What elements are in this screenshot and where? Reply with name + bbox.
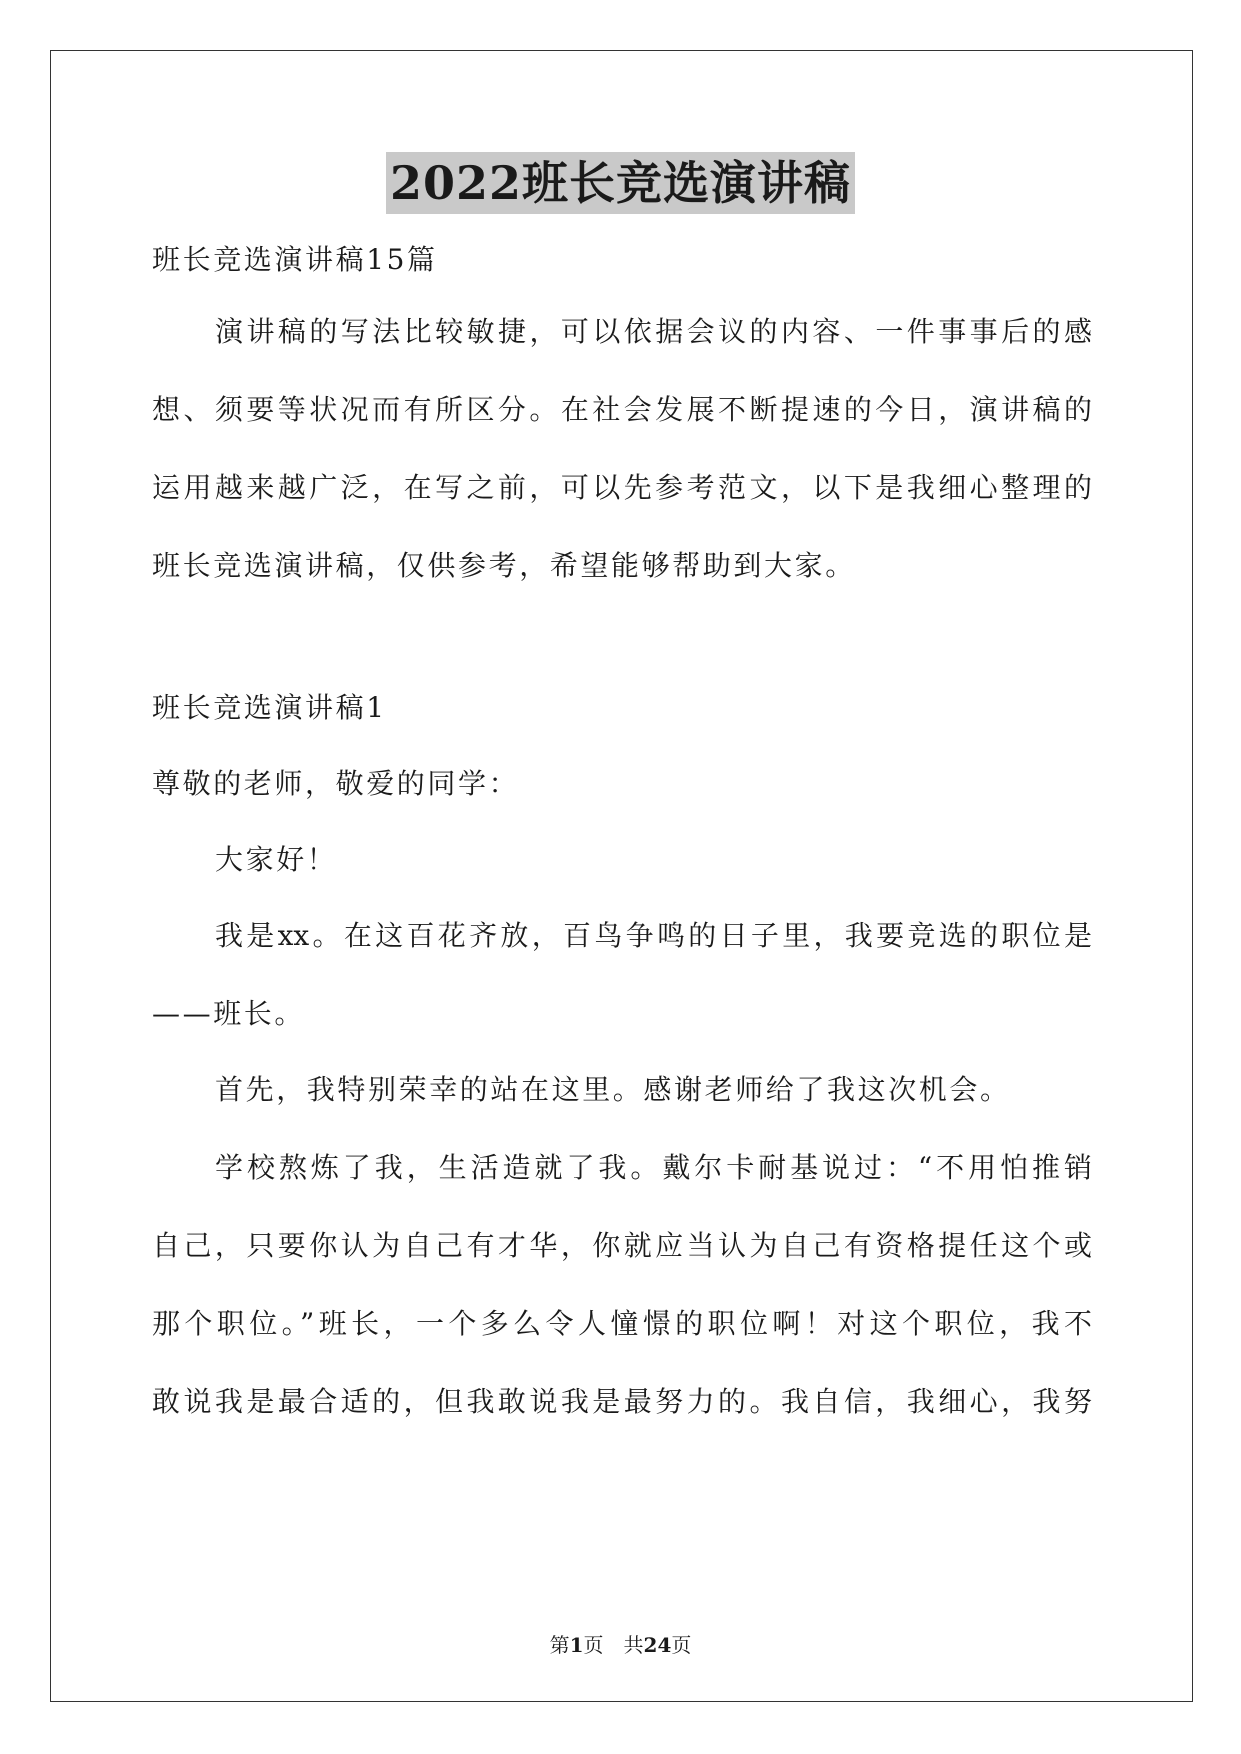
footer-page-total: 24 — [643, 1633, 672, 1657]
paragraph-line: 首先，我特别荣幸的站在这里。感谢老师给了我这次机会。 — [215, 1073, 1011, 1106]
greeting-line: 大家好！ — [215, 843, 338, 876]
salutation-line: 尊敬的老师，敬爱的同学： — [152, 767, 520, 800]
footer-total-prefix: 共 — [623, 1633, 644, 1657]
footer-page-mid: 页 — [583, 1633, 604, 1657]
paragraph-line: 班长竞选演讲稿，仅供参考，希望能够帮助到大家。 — [152, 549, 856, 582]
subtitle-line: 班长竞选演讲稿15篇 — [152, 243, 438, 276]
paragraph-line: 那个职位。”班长，一个多么令人憧憬的职位啊！对这个职位，我不 — [152, 1307, 1092, 1340]
footer-page-current: 1 — [569, 1633, 584, 1657]
footer-page-prefix: 第 — [549, 1633, 570, 1657]
paragraph-line: 运用越来越广泛，在写之前，可以先参考范文，以下是我细心整理的 — [152, 471, 1092, 504]
paragraph-line: ——班长。 — [152, 997, 306, 1030]
page-footer — [0, 1632, 1241, 1658]
paragraph-line: 演讲稿的写法比较敏捷，可以依据会议的内容、一件事事后的感 — [215, 315, 1092, 348]
title-container — [0, 152, 1241, 214]
document-title: 2022班长竞选演讲稿 — [386, 152, 855, 214]
footer-total-suffix: 页 — [671, 1633, 692, 1657]
paragraph-line: 想、须要等状况而有所区分。在社会发展不断提速的今日，演讲稿的 — [152, 393, 1092, 426]
paragraph-line: 自己，只要你认为自己有才华，你就应当认为自己有资格提任这个或 — [152, 1229, 1092, 1262]
section-heading: 班长竞选演讲稿1 — [152, 691, 387, 724]
paragraph-line: 我是xx。在这百花齐放，百鸟争鸣的日子里，我要竞选的职位是 — [215, 919, 1092, 952]
paragraph-line: 学校熬炼了我，生活造就了我。戴尔卡耐基说过：“不用怕推销 — [215, 1151, 1092, 1184]
paragraph-line: 敢说我是最合适的，但我敢说我是最努力的。我自信，我细心，我努 — [152, 1385, 1092, 1418]
